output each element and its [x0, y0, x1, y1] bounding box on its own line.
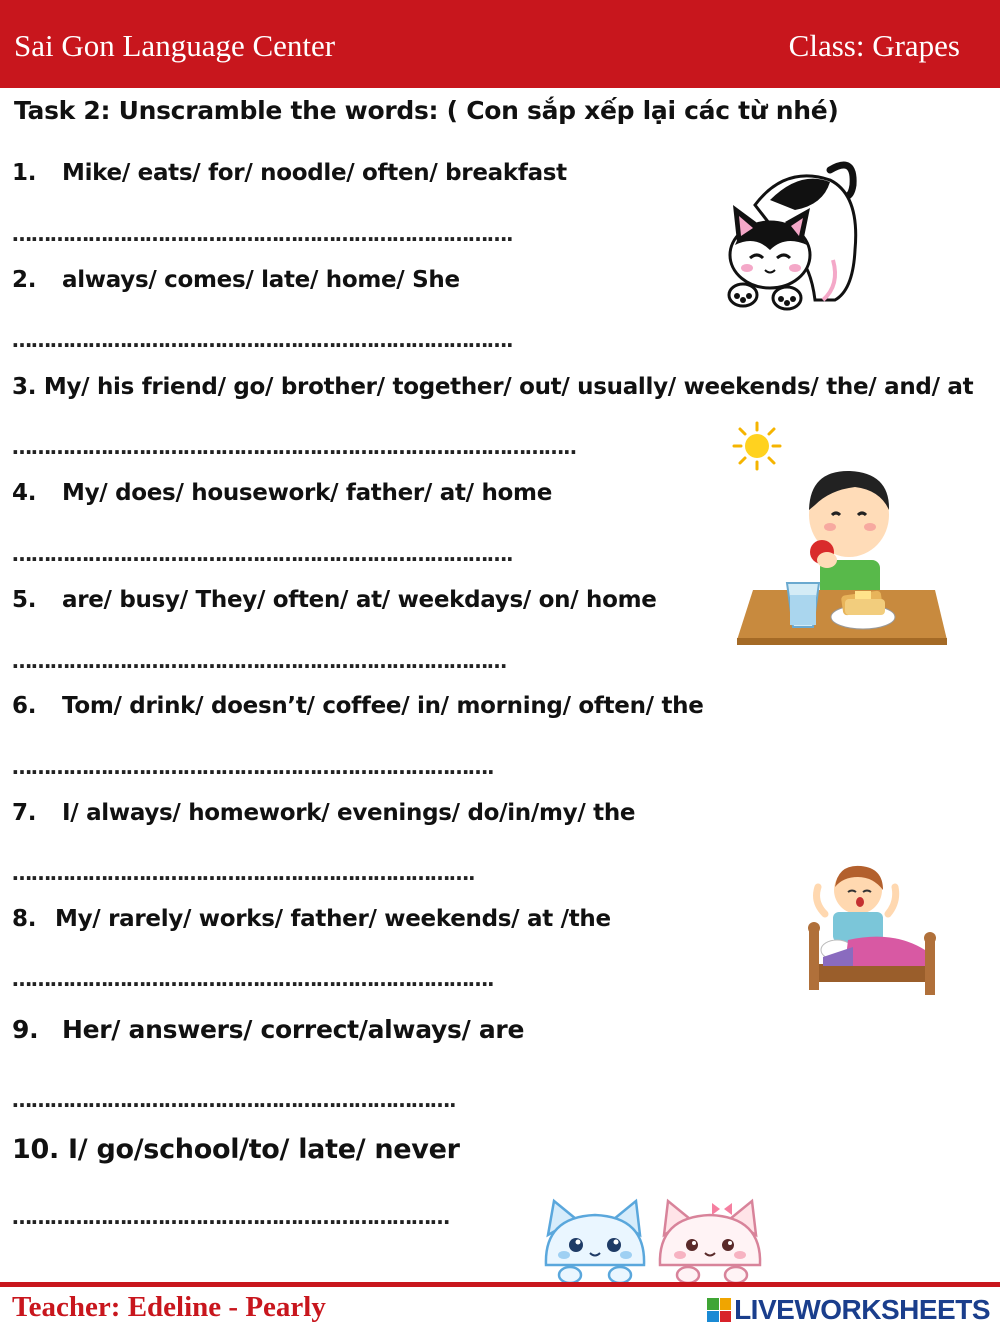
liveworksheets-logo[interactable]: [707, 1294, 990, 1326]
class-label: Class: Grapes: [788, 28, 960, 63]
question-text: My/ does/ housework/ father/ at/ home: [62, 480, 552, 506]
liveworksheets-logo-icon: [707, 1298, 731, 1322]
question-text: I/ go/school/to/ late/ never: [68, 1134, 460, 1165]
answer-line-5[interactable]: ……………………………………………………………………: [12, 649, 506, 673]
question-6: [12, 693, 704, 719]
answer-line-1[interactable]: …………………………………………………………………….: [12, 222, 513, 246]
question-4: [12, 480, 552, 506]
question-number: 4.: [12, 480, 37, 506]
question-1: [12, 160, 567, 186]
boy-waking-illustration: [803, 862, 948, 1012]
answer-line-9[interactable]: …………………………………………………………….: [12, 1088, 456, 1112]
question-number: 1.: [12, 160, 37, 186]
question-number: 3.: [12, 374, 37, 400]
answer-line-4[interactable]: …………………………………………………………………….: [12, 542, 513, 566]
kittens-illustration: [540, 1195, 765, 1285]
question-text: Tom/ drink/ doesn’t/ coffee/ in/ morning/ often/ the: [62, 693, 704, 719]
question-number: 10.: [12, 1134, 59, 1165]
sun-illustration: [732, 421, 782, 471]
footer-divider: [0, 1282, 1000, 1287]
answer-line-10[interactable]: ……………………………………………………………: [12, 1205, 449, 1229]
answer-line-7[interactable]: ……………………………………………………………….: [12, 861, 475, 885]
cat-illustration: [715, 150, 870, 320]
question-text: are/ busy/ They/ often/ at/ weekdays/ on/ home: [62, 587, 657, 613]
question-number: 7.: [12, 800, 37, 826]
question-9: [12, 1015, 524, 1044]
question-7: [12, 800, 635, 826]
question-2: [12, 267, 460, 293]
question-number: 9.: [12, 1015, 39, 1044]
question-8: [12, 906, 611, 932]
question-text: Mike/ eats/ for/ noodle/ often/ breakfast: [62, 160, 567, 186]
question-3: [12, 374, 973, 400]
boy-breakfast-illustration: [735, 465, 950, 647]
question-number: 5.: [12, 587, 37, 613]
header-bar: [0, 0, 1000, 88]
center-name: Sai Gon Language Center: [14, 28, 336, 63]
question-text: Her/ answers/ correct/always/ are: [62, 1015, 525, 1044]
answer-line-8[interactable]: ………………………………………………………………….: [12, 967, 494, 991]
answer-line-6[interactable]: ………………………………………………………………….: [12, 755, 494, 779]
question-number: 2.: [12, 267, 37, 293]
question-number: 8.: [12, 906, 37, 932]
answer-line-3[interactable]: ……………………………………………………………………………..: [12, 435, 577, 459]
question-text: My/ his friend/ go/ brother/ together/ out/ usually/ weekends/ the/ and/ at: [43, 374, 974, 400]
question-number: 6.: [12, 693, 37, 719]
answer-line-2[interactable]: …………………………………………………………………….: [12, 328, 513, 352]
brand-text: LIVEWORKSHEETS: [734, 1294, 990, 1325]
question-10: [12, 1134, 460, 1165]
question-5: [12, 587, 657, 613]
task-title: Task 2: Unscramble the words: ( Con sắp xếp lại các từ nhé): [14, 96, 839, 125]
question-text: always/ comes/ late/ home/ She: [62, 267, 460, 293]
teacher-name: Teacher: Edeline - Pearly: [12, 1291, 326, 1323]
question-text: I/ always/ homework/ evenings/ do/in/my/ the: [62, 800, 636, 826]
question-text: My/ rarely/ works/ father/ weekends/ at /the: [55, 906, 611, 932]
